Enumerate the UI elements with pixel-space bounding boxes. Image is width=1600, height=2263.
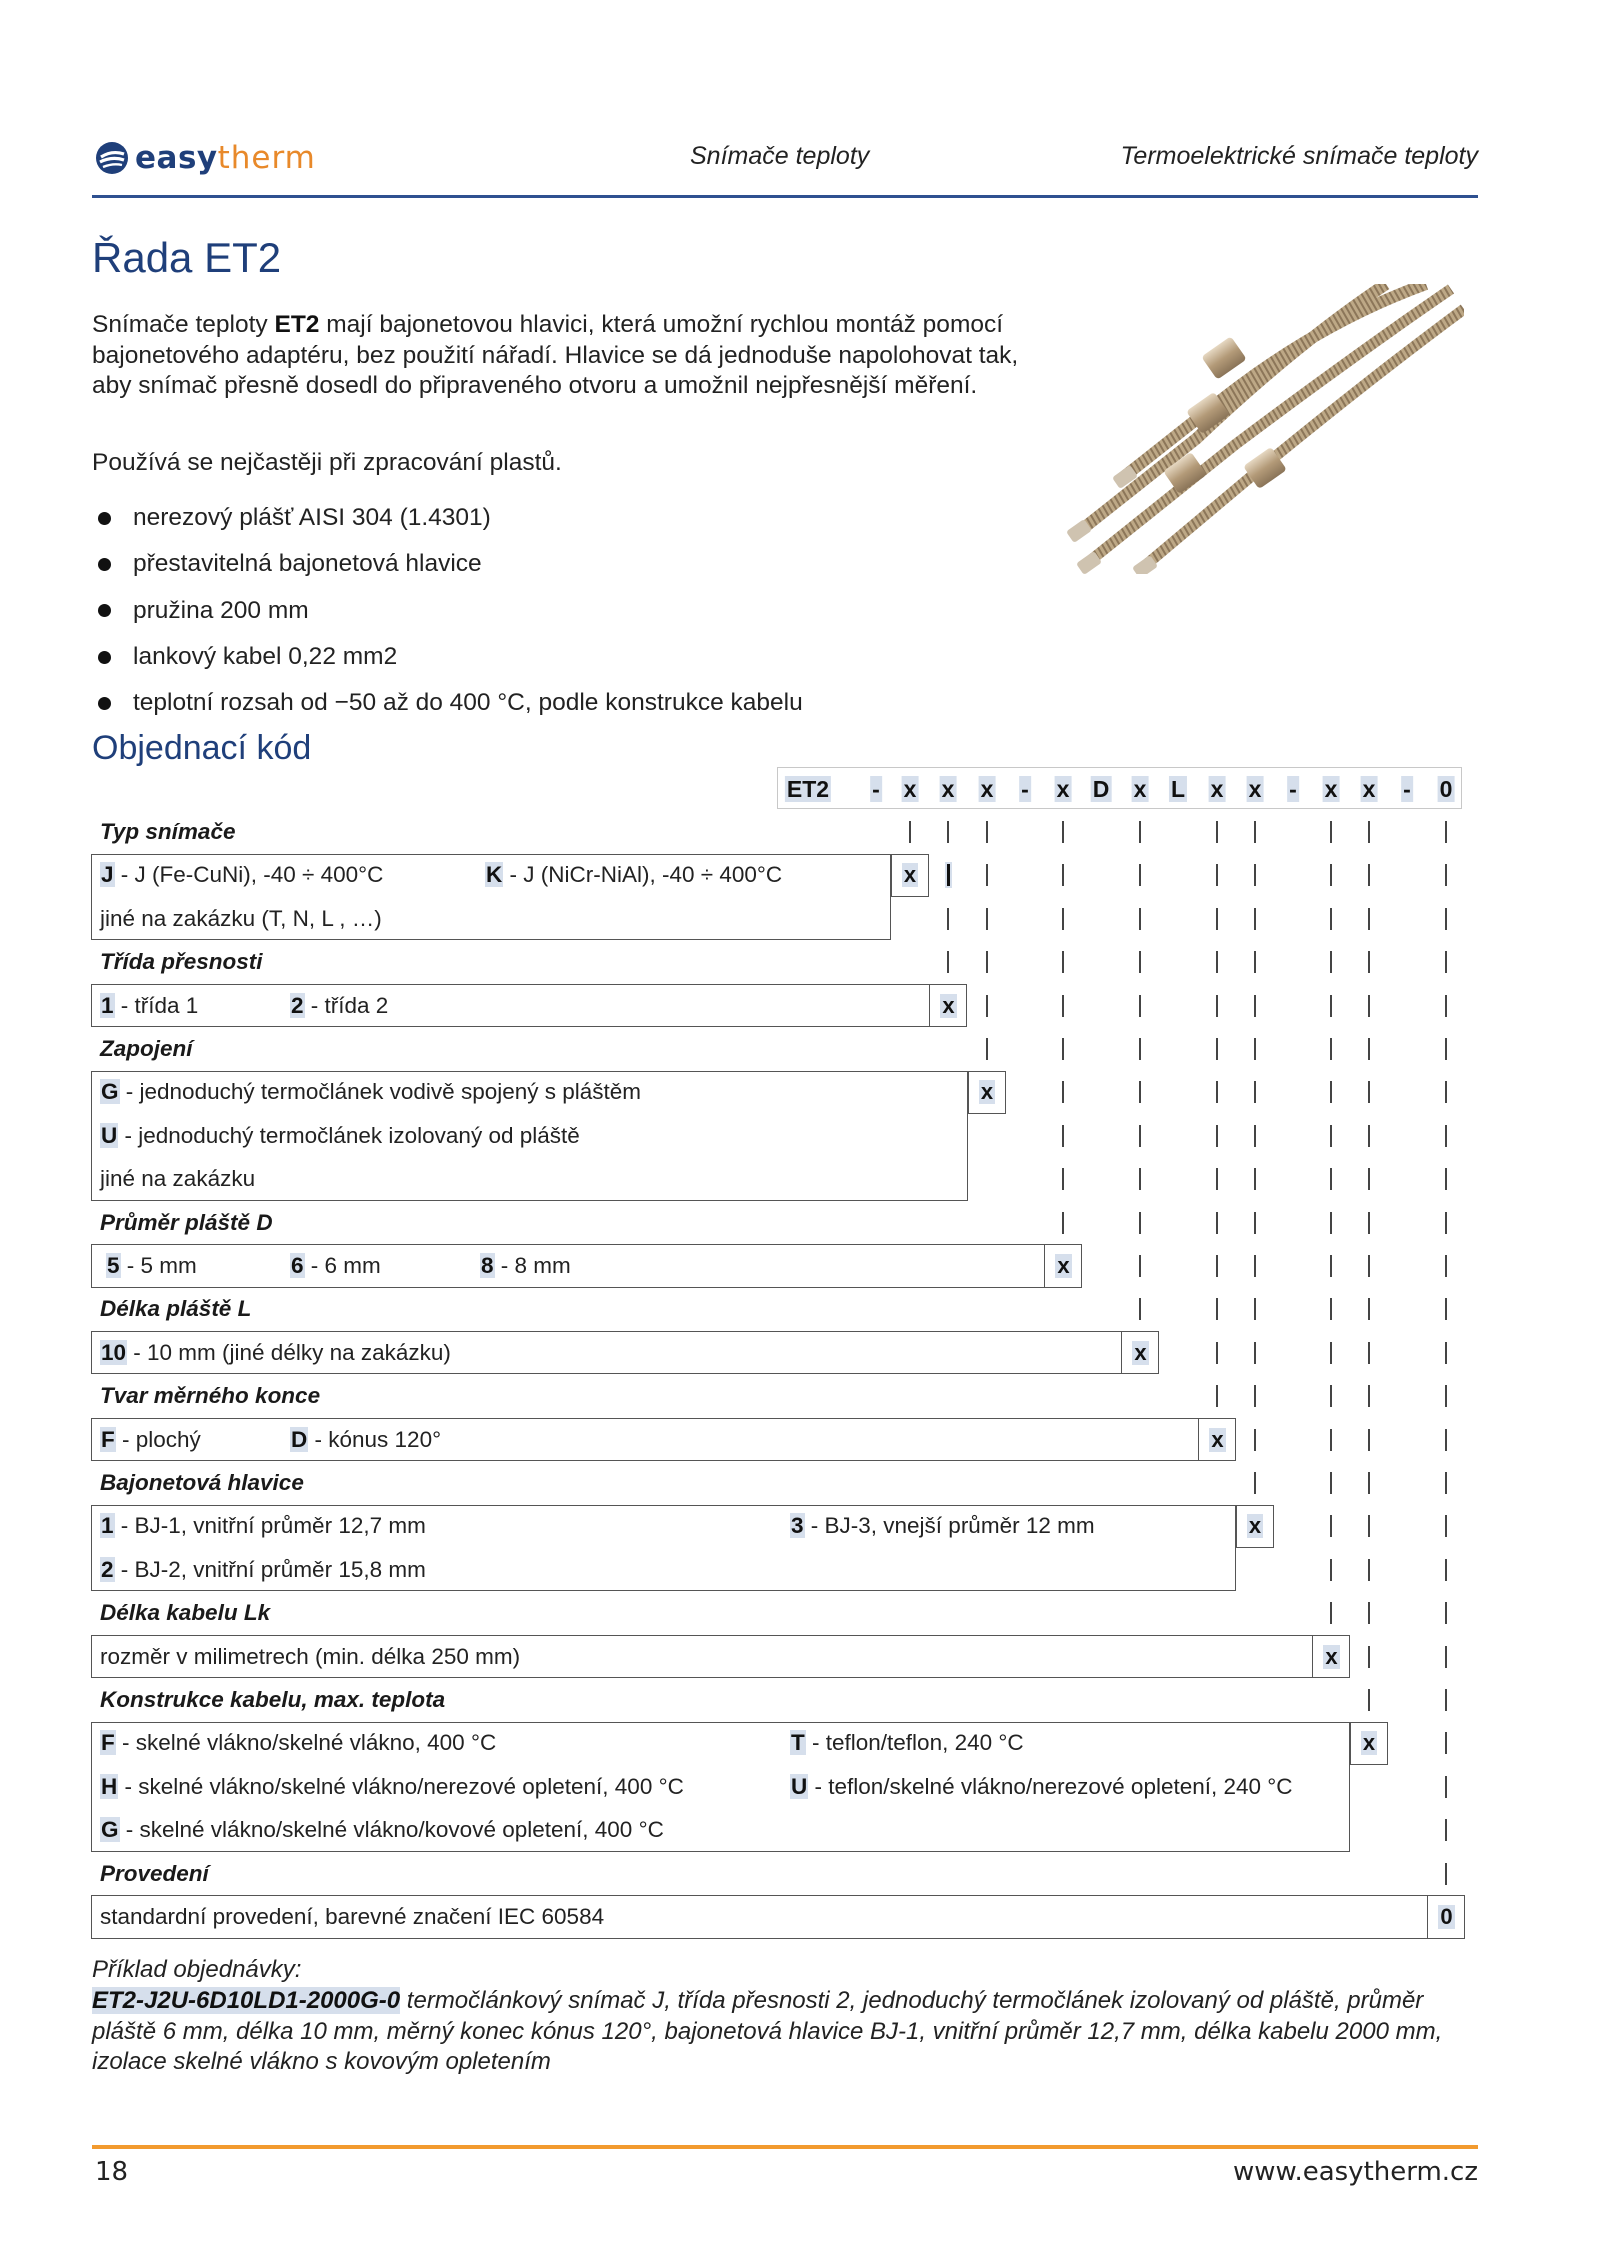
option-code: 5 [107, 1253, 120, 1278]
code-column-connector [1254, 1168, 1256, 1190]
code-column-connector [1139, 864, 1141, 886]
code-column-connector [1062, 1081, 1064, 1103]
option-description: - teflon/teflon, 240 °C [805, 1730, 1024, 1756]
option-description: jiné na zakázku [100, 1166, 256, 1192]
section-label: Délka kabelu Lk [100, 1600, 271, 1626]
option-item [100, 1166, 255, 1192]
option-code: 2 [101, 1556, 114, 1582]
selection-marker: x [980, 1079, 994, 1105]
code-column-connector [1368, 1342, 1370, 1364]
selection-marker-cell[interactable] [1236, 1505, 1274, 1548]
order-code-segment: D [1092, 776, 1110, 802]
option-item [100, 1557, 426, 1583]
order-code-segment: x [941, 776, 955, 802]
code-column-connector [1062, 951, 1064, 973]
code-column-connector [1062, 1125, 1064, 1147]
code-column-connector [1254, 995, 1256, 1017]
code-column-connector [1368, 1515, 1370, 1537]
feature-text: nerezový plášť AISI 304 (1.4301) [133, 504, 491, 532]
code-column-connector [947, 821, 949, 843]
option-description: - 6 mm [304, 1253, 381, 1278]
code-column-connector [1368, 821, 1370, 843]
code-column-connector [1216, 1255, 1218, 1277]
feature-list [92, 495, 803, 726]
code-column-connector [1330, 951, 1332, 973]
option-code: H [101, 1773, 118, 1799]
option-item [100, 1730, 496, 1756]
code-column-connector [1368, 1168, 1370, 1190]
code-column-connector [947, 951, 949, 973]
option-item [485, 862, 782, 888]
page-title: Řada ET2 [92, 234, 282, 281]
code-column-connector [1330, 1515, 1332, 1537]
selection-marker-cell[interactable] [1350, 1722, 1388, 1765]
feature-item [92, 541, 803, 587]
option-item [100, 1904, 604, 1930]
code-column-connector [1330, 1298, 1332, 1320]
code-column-connector [1216, 1298, 1218, 1320]
code-column-connector [1062, 1212, 1064, 1234]
code-column-connector [1330, 1342, 1332, 1364]
code-column-connector [1062, 1038, 1064, 1060]
option-code: D [291, 1426, 308, 1452]
code-column-connector [1139, 1038, 1141, 1060]
option-item [480, 1253, 571, 1279]
logo-text-therm: therm [217, 140, 316, 176]
option-item [100, 906, 382, 932]
feature-text: pružina 200 mm [133, 596, 309, 624]
option-description: - kónus 120° [308, 1426, 442, 1452]
logo-text-easy: easy [135, 140, 218, 176]
code-column-connector [1445, 1125, 1447, 1147]
option-item [290, 1427, 441, 1453]
code-column-connector [1139, 821, 1141, 843]
code-column-connector [1139, 1255, 1141, 1277]
section-label: Provedení [100, 1860, 209, 1886]
code-column-connector [1330, 1081, 1332, 1103]
code-column-connector [986, 864, 988, 886]
code-column-connector [1445, 1819, 1447, 1841]
order-code-segment: - [872, 776, 880, 802]
code-column-connector [1330, 821, 1332, 843]
product-photo [1066, 284, 1464, 574]
code-column-connector [1445, 1081, 1447, 1103]
option-description: - jednoduchý termočlánek vodivě spojený s pláštěm [119, 1079, 642, 1105]
intro-text: Snímače teploty [92, 311, 275, 338]
code-column-connector [1368, 908, 1370, 930]
selection-marker-cell[interactable] [1427, 1895, 1465, 1938]
code-column-connector [1216, 1168, 1218, 1190]
code-column-connector [1254, 1429, 1256, 1451]
code-column-connector [1445, 821, 1447, 843]
option-item [106, 1253, 197, 1279]
code-column-connector [1062, 864, 1064, 886]
usage-text: Používá se nejčastěji při zpracování plastů. [92, 449, 562, 476]
section-options-box [91, 984, 967, 1027]
code-column-connector [1216, 1038, 1218, 1060]
code-column-connector [1139, 995, 1141, 1017]
code-column-connector [1330, 1168, 1332, 1190]
order-code-segment: x [903, 776, 917, 802]
section-label: Průměr pláště D [100, 1209, 273, 1235]
option-item [100, 1079, 641, 1105]
option-description: - 8 mm [494, 1253, 571, 1278]
code-column-connector [1330, 1602, 1332, 1624]
option-description: - třída 2 [304, 992, 389, 1018]
option-code: 8 [481, 1253, 494, 1278]
code-column-connector [1216, 1081, 1218, 1103]
section-options-box [91, 1244, 1082, 1287]
code-column-connector [1368, 1212, 1370, 1234]
code-column-connector [1368, 1472, 1370, 1494]
code-column-connector [1368, 1429, 1370, 1451]
code-column-connector [1330, 1385, 1332, 1407]
option-description: - 5 mm [120, 1253, 197, 1278]
selection-marker-cell[interactable] [891, 854, 929, 897]
code-column-connector [1216, 908, 1218, 930]
code-column-connector [1445, 1429, 1447, 1451]
code-column-connector [986, 995, 988, 1017]
order-code-segment: x [1248, 776, 1262, 802]
code-column-connector [1254, 1298, 1256, 1320]
order-code-segment: x [1210, 776, 1224, 802]
page-number: 18 [95, 2157, 129, 2187]
option-code: 1 [101, 992, 114, 1018]
feature-text: teplotní rozsah od −50 až do 400 °C, podle konstrukce kabelu [133, 689, 803, 717]
code-column-connector [1254, 951, 1256, 973]
section-options-box [91, 1418, 1236, 1461]
intro-text-rest: mají bajonetovou hlavici, která umožní rychlou montáž pomocí bajonetového adaptéru, bez použití nářadí. Hlavice se dá jednoduše napolohovat tak, aby snímač přesně dosedl do připraveného otvoru a umožnil nejpřesnější měření. [92, 311, 1019, 399]
code-column-connector [1330, 864, 1332, 886]
selection-marker: x [942, 992, 955, 1018]
option-code: T [791, 1730, 805, 1756]
example-heading: Příklad objednávky: [92, 1956, 302, 1983]
code-column-connector [1216, 951, 1218, 973]
section-label: Bajonetová hlavice [100, 1470, 304, 1495]
option-code: 10 [101, 1339, 127, 1365]
code-column-connector [1445, 1168, 1447, 1190]
code-column-connector [1368, 1081, 1370, 1103]
code-column-connector [909, 821, 911, 843]
code-column-connector [1254, 864, 1256, 886]
code-column-connector [1368, 1602, 1370, 1624]
order-code-heading: Objednací kód [92, 729, 312, 767]
order-code-segment: - [1021, 776, 1029, 802]
code-column-connector [1445, 1732, 1447, 1754]
order-code-segment: - [1289, 776, 1297, 802]
selection-marker: x [1248, 1513, 1262, 1539]
code-column-connector [1445, 1212, 1447, 1234]
section-label: Délka pláště L [100, 1296, 252, 1322]
option-item [100, 1123, 580, 1149]
code-column-connector [1062, 821, 1064, 843]
feature-text: lankový kabel 0,22 mm2 [133, 643, 398, 671]
order-code-segment: ET2 [786, 776, 830, 802]
code-column-connector [1445, 1689, 1447, 1711]
option-item [790, 1730, 1024, 1756]
code-column-connector [1330, 1038, 1332, 1060]
code-column-connector [1368, 995, 1370, 1017]
option-description: - plochý [115, 1426, 201, 1452]
bullet-icon [98, 558, 111, 571]
code-column-connector [947, 908, 949, 930]
selection-marker-cell[interactable] [1044, 1244, 1082, 1287]
option-description: - skelné vlákno/skelné vlákno/nerezové opletení, 400 °C [118, 1773, 684, 1799]
selection-marker: x [1211, 1426, 1224, 1452]
option-code: U [101, 1122, 118, 1148]
option-item [790, 1513, 1095, 1539]
code-column-connector [1216, 995, 1218, 1017]
selection-marker: x [1362, 1730, 1376, 1756]
selection-marker: x [1134, 1339, 1147, 1365]
code-column-connector [1445, 1602, 1447, 1624]
code-column-connector [1139, 908, 1141, 930]
code-column-connector [1254, 1385, 1256, 1407]
order-code-segment: L [1170, 776, 1186, 802]
code-column-connector [1330, 908, 1332, 930]
option-description: - BJ-2, vnitřní průměr 15,8 mm [114, 1556, 426, 1582]
code-column-connector [1368, 951, 1370, 973]
code-column-connector [1216, 821, 1218, 843]
option-item [100, 1513, 426, 1539]
code-column-connector [1254, 821, 1256, 843]
code-column-connector [1445, 908, 1447, 930]
code-column-connector [1254, 1342, 1256, 1364]
order-code-segment: 0 [1439, 776, 1453, 802]
selection-marker-cell[interactable] [929, 984, 967, 1027]
bullet-icon [98, 604, 111, 617]
code-column-connector [1330, 1125, 1332, 1147]
code-column-connector [1445, 1038, 1447, 1060]
code-column-connector [1216, 1385, 1218, 1407]
section-label: Zapojení [100, 1036, 193, 1061]
option-description: - skelné vlákno/skelné vlákno/kovové opletení, 400 °C [119, 1817, 664, 1843]
code-column-connector [1139, 1081, 1141, 1103]
option-description: - teflon/skelné vlákno/nerezové opletení, 240 °C [808, 1773, 1293, 1799]
easytherm-logo-icon [95, 141, 129, 175]
option-item [100, 862, 383, 888]
feature-text: přestavitelná bajonetová hlavice [133, 550, 482, 578]
option-code: G [101, 1817, 119, 1843]
option-code: F [101, 1730, 115, 1756]
option-description: - třída 1 [114, 992, 199, 1018]
code-column-connector [1254, 1255, 1256, 1277]
footer-divider [92, 2145, 1478, 2149]
code-column-connector [1216, 1212, 1218, 1234]
option-description: - J (Fe-CuNi), -40 ÷ 400°C [114, 862, 384, 888]
intro-paragraph [92, 310, 1022, 402]
code-column-connector [1330, 1559, 1332, 1581]
code-column-connector [1445, 1255, 1447, 1277]
code-column-connector [1445, 864, 1447, 886]
option-description: jiné na zakázku (T, N, L , …) [100, 905, 382, 931]
example-description: termočlánkový snímač J, třída přesnosti 2, jednoduchý termočlánek izolovaný od pláště, průměr pláště 6 mm, délka 10 mm, měrný konec kónus 120°, bajonetová hlavice BJ-1, vnitřní průměr 12,7 mm, délka kabelu 2000 mm, izolace skelné vlákno s kovovým opletením [92, 1987, 1443, 2075]
code-column-connector [947, 864, 950, 886]
option-item [100, 1644, 520, 1670]
code-column-connector [1330, 1255, 1332, 1277]
option-code: U [791, 1773, 808, 1799]
code-column-connector [1216, 864, 1218, 886]
option-description: - J (NiCr-NiAl), -40 ÷ 400°C [503, 862, 783, 888]
section-label: Konstrukce kabelu, max. teplota [100, 1687, 446, 1712]
code-column-connector [1368, 1559, 1370, 1581]
order-code-segment: x [1133, 776, 1147, 802]
header-divider [92, 195, 1478, 198]
easytherm-logo [95, 138, 316, 178]
code-column-connector [1368, 1125, 1370, 1147]
section-label: Třída přesnosti [100, 949, 263, 975]
example-body [92, 1986, 1472, 2078]
bullet-icon [98, 651, 111, 664]
code-column-connector [1445, 1559, 1447, 1581]
feature-item [92, 634, 803, 680]
selection-marker-cell[interactable] [1312, 1635, 1350, 1678]
header-section: Snímače teploty [690, 142, 870, 170]
option-description: - 10 mm (jiné délky na zakázku) [127, 1339, 451, 1365]
option-item [100, 1774, 684, 1800]
feature-item [92, 680, 803, 726]
code-column-connector [1445, 1515, 1447, 1537]
code-column-connector [1139, 1125, 1141, 1147]
intro-product-name: ET2 [274, 311, 320, 338]
code-column-connector [1368, 1298, 1370, 1320]
code-column-connector [1062, 1168, 1064, 1190]
code-column-connector [1330, 1472, 1332, 1494]
order-code-segment: x [980, 776, 994, 802]
code-column-connector [1254, 1212, 1256, 1234]
code-column-connector [1254, 1081, 1256, 1103]
option-item [290, 1253, 381, 1279]
header-chapter: Termoelektrické snímače teploty [1120, 142, 1478, 170]
feature-item [92, 588, 803, 634]
sensor-probes-illustration [1066, 284, 1464, 574]
section-label: Typ snímače [100, 819, 236, 844]
code-column-connector [1445, 1472, 1447, 1494]
option-item [100, 1340, 451, 1366]
code-column-connector [1139, 1298, 1141, 1320]
order-code-segment: - [1403, 776, 1411, 802]
option-item [290, 993, 388, 1019]
option-description: rozměr v milimetrech (min. délka 250 mm) [100, 1643, 521, 1669]
code-column-connector [1445, 951, 1447, 973]
code-column-connector [986, 821, 988, 843]
option-code: 1 [101, 1513, 114, 1539]
code-column-connector [1445, 1646, 1447, 1668]
order-code-segment: x [1324, 776, 1338, 802]
code-column-connector [1368, 1038, 1370, 1060]
option-description: - jednoduchý termočlánek izolovaný od pláště [118, 1122, 580, 1148]
code-column-connector [1445, 1863, 1447, 1885]
code-column-connector [1445, 1385, 1447, 1407]
code-column-connector [1368, 1646, 1370, 1668]
feature-item [92, 495, 803, 541]
code-column-connector [1330, 995, 1332, 1017]
option-item [790, 1774, 1293, 1800]
option-description: - BJ-3, vnejší průměr 12 mm [804, 1513, 1095, 1539]
code-column-connector [1368, 1255, 1370, 1277]
option-code: 3 [791, 1513, 804, 1539]
code-column-connector [1330, 1212, 1332, 1234]
code-column-connector [1445, 1298, 1447, 1320]
code-column-connector [1368, 1385, 1370, 1407]
option-code: 6 [291, 1253, 304, 1278]
code-column-connector [1368, 864, 1370, 886]
option-item [100, 1817, 664, 1843]
selection-marker: x [1325, 1643, 1338, 1669]
code-column-connector [1139, 1212, 1141, 1234]
selection-marker-cell[interactable] [1121, 1331, 1159, 1374]
example-code: ET2-J2U-6D10LD1-2000G-0 [92, 1987, 401, 2014]
selection-marker: x [1057, 1252, 1070, 1278]
code-column-connector [1254, 1472, 1256, 1494]
option-code: F [101, 1426, 115, 1452]
code-column-connector [986, 951, 988, 973]
code-column-connector [1062, 908, 1064, 930]
option-description: - skelné vlákno/skelné vlákno, 400 °C [115, 1730, 497, 1756]
option-description: standardní provedení, barevné značení IEC 60584 [100, 1904, 605, 1929]
selection-marker-cell[interactable] [968, 1071, 1006, 1114]
order-code-segment: x [1362, 776, 1376, 802]
option-item [100, 993, 198, 1019]
code-column-connector [1139, 1168, 1141, 1190]
code-column-connector [1216, 1342, 1218, 1364]
order-code-segment: x [1056, 776, 1070, 802]
selection-marker-cell[interactable] [1198, 1418, 1236, 1461]
code-column-connector [1139, 951, 1141, 973]
code-column-connector [1216, 1125, 1218, 1147]
option-code: K [486, 862, 503, 888]
option-description: - BJ-1, vnitřní průměr 12,7 mm [114, 1513, 426, 1539]
code-column-connector [1445, 1342, 1447, 1364]
code-column-connector [1254, 1125, 1256, 1147]
code-column-connector [986, 908, 988, 930]
option-code: J [101, 862, 114, 888]
bullet-icon [98, 512, 111, 525]
code-column-connector [1062, 995, 1064, 1017]
option-code: G [101, 1079, 119, 1105]
section-label: Tvar měrného konce [100, 1383, 321, 1409]
code-column-connector [1445, 1776, 1447, 1798]
code-column-connector [1330, 1429, 1332, 1451]
code-column-connector [986, 1038, 988, 1060]
footer-website-link[interactable]: www.easytherm.cz [1233, 2157, 1478, 2187]
option-code: 2 [291, 992, 304, 1018]
selection-marker: x [903, 862, 917, 888]
code-column-connector [1445, 995, 1447, 1017]
option-item [100, 1427, 201, 1453]
code-column-connector [1254, 908, 1256, 930]
code-column-connector [1254, 1038, 1256, 1060]
code-column-connector [1368, 1689, 1370, 1711]
selection-marker: 0 [1440, 1903, 1453, 1929]
bullet-icon [98, 697, 111, 710]
